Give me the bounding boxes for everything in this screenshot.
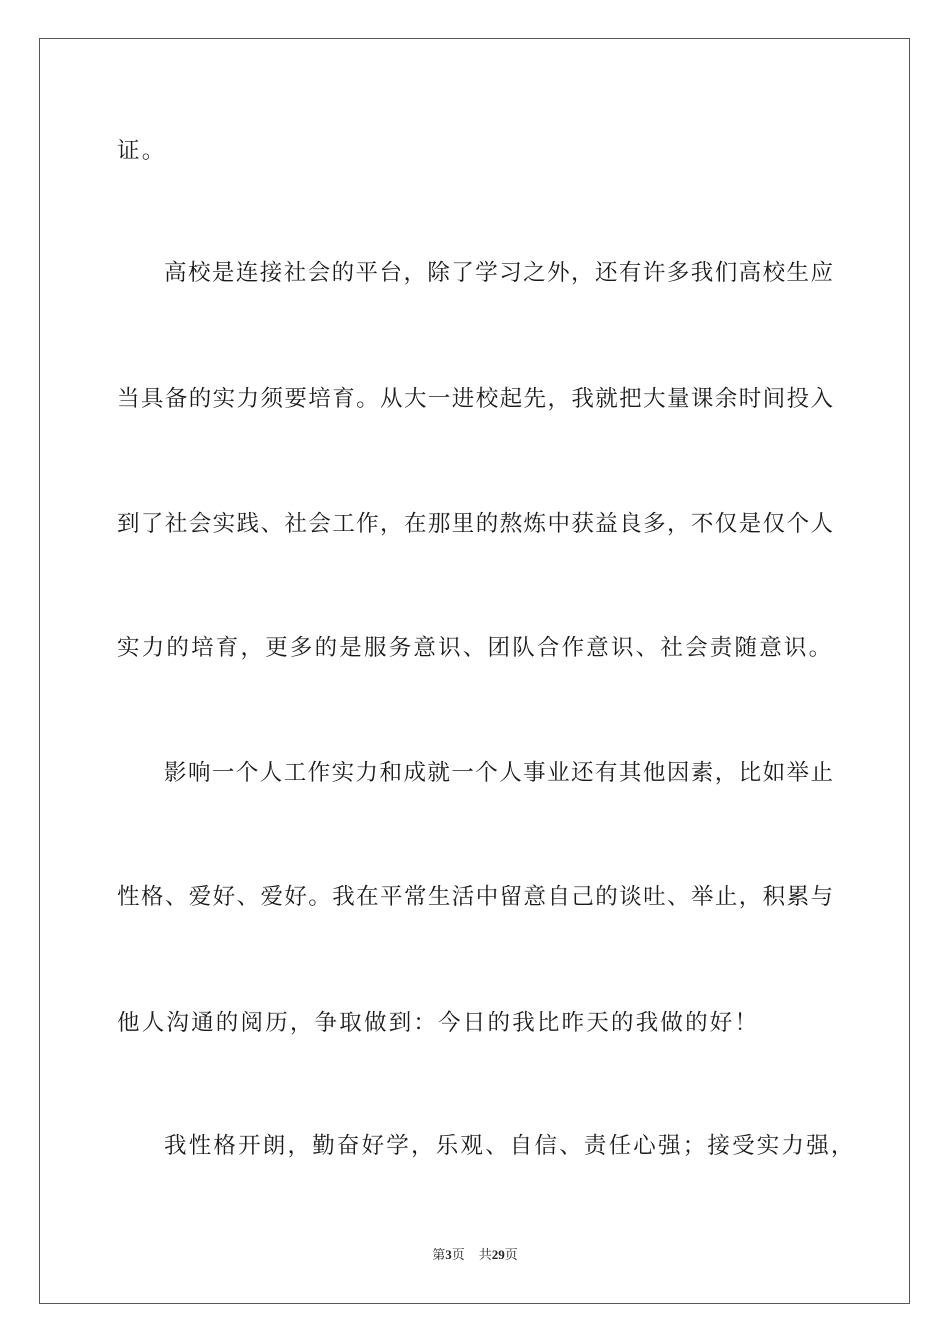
text-line-6: 影响一个人工作实力和成就一个人事业还有其他因素，比如举止 [164, 760, 833, 786]
text-line-7: 性格、爱好、爱好。我在平常生活中留意自己的谈吐、举止，积累与 [117, 884, 833, 910]
page-prefix: 第 [432, 1247, 446, 1262]
total-suffix: 页 [504, 1247, 518, 1262]
page-number: 3 [445, 1247, 452, 1262]
text-line-9: 我性格开朗，勤奋好学，乐观、自信、责任心强；接受实力强， [164, 1133, 856, 1159]
total-pages: 29 [491, 1247, 505, 1262]
page-suffix: 页 [451, 1247, 465, 1262]
text-line-4: 到了社会实践、社会工作，在那里的熬炼中获益良多，不仅是仅个人 [117, 511, 833, 537]
page-border [39, 38, 910, 1304]
text-line-1: 证。 [117, 138, 167, 164]
text-line-3: 当具备的实力须要培育。从大一进校起先，我就把大量课余时间投入 [117, 386, 833, 412]
text-line-2: 高校是连接社会的平台，除了学习之外，还有许多我们高校生应 [164, 260, 833, 286]
text-line-8: 他人沟通的阅历，争取做到：今日的我比昨天的我做的好！ [117, 1010, 760, 1036]
page-footer [0, 1246, 950, 1264]
text-line-5: 实力的培育，更多的是服务意识、团队合作意识、社会责随意识。 [117, 635, 834, 661]
total-prefix: 共 [478, 1247, 492, 1262]
